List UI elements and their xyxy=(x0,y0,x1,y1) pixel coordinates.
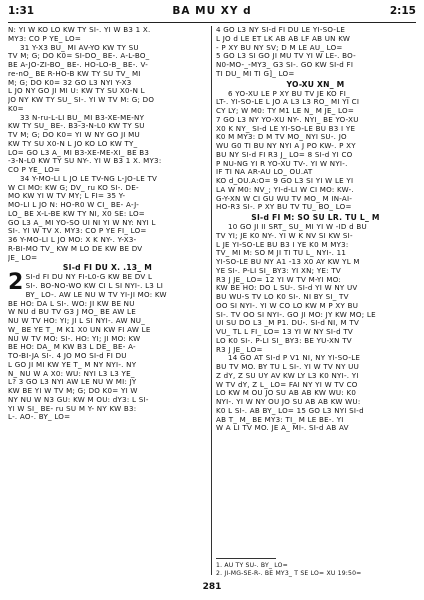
header-rule xyxy=(8,22,416,23)
text-line: re-nO_ BE R-HO-B KW TY SU TV_ MI xyxy=(8,69,141,78)
text-line: VU_ TL L FI_ LO= 13 YI W NY SI-d TV xyxy=(216,328,354,336)
text-line: JE_ LO= xyxy=(8,253,38,262)
text-line: K0 M MY3: D M TV MO_ NYI SU-. JO xyxy=(216,133,347,142)
text-line: 4 GO L3 NY SI-d FI DU LE YI-SO-LE xyxy=(216,26,346,34)
text-line: R3 J JE_ LO= 12 YI W TV M-YI MO: xyxy=(216,275,342,284)
text-line: NU W TV MO: SI-. HO: YI; JI MO: KW xyxy=(8,334,141,343)
text-line: Z dY, Z SU UY AV KW LY L3 K0 NYI-. YI xyxy=(216,371,359,380)
left-column xyxy=(8,26,207,574)
text-line: TV YI; JE K0 NY-. YI W K NV SI KW SI- xyxy=(216,231,353,240)
text-line: - P XY BU NY SV; D M LE AU_ LO= xyxy=(216,43,343,52)
text-line: L GO JI MI KW YE T_ M NY NYI-. NY xyxy=(8,360,137,369)
footnote-1: 1. AU TY SU-. BY_ LO= xyxy=(216,562,288,569)
text-line: BE HO: DA_ M KW B3 L DE_ BE- A- xyxy=(8,343,136,352)
text-line: L JO NY GO JI MI U: KW TY SU X0-N L xyxy=(8,87,145,96)
text-line: 33 N-ru-L-LI BU_ MI B3-XE-ME-NY xyxy=(20,113,145,122)
lines-b xyxy=(216,90,415,213)
text-line: L JE YI-SO-LE BU B3 I YE K0 M MY3: xyxy=(216,240,349,249)
text-line: K0= xyxy=(8,104,24,113)
text-line: NU W TV HO: YI; JI L SI NYI-. AW NU_ xyxy=(8,317,146,325)
text-line: BU NY SI-d FI R3 J_ LO= 8 SI-d YI CO xyxy=(216,150,353,159)
text-line: 31 Y-X3 BU_ MI AV-YO KW TY SU xyxy=(20,43,139,52)
text-line: KW TY SU X0-N L JO KO LO KW TY_ xyxy=(8,139,138,148)
lines-a xyxy=(216,26,415,79)
text-line: W TV dY, Z L_ LO= FAI NY YI W TV CO xyxy=(216,380,358,389)
text-line: W NU d BU TV G3 J MO_ BE AW LE xyxy=(8,308,136,317)
text-line: SI-. TV OO SI NYI-. GO JI MO: JY KW MO; LE xyxy=(216,310,376,319)
text-line: LO= GO L3 A_ MI B3-XE-ME-XI_ BE B3 xyxy=(8,148,150,157)
text-line: W CI MO: KW G; DV_ ru KO SI-. DE- xyxy=(8,183,139,192)
text-line: GO L3 A_ MI YO-SO UI NI YI W NY: NYI L xyxy=(8,218,156,227)
text-line: MY3: CO P YE_ LO= xyxy=(8,34,82,43)
lines-a xyxy=(8,26,207,44)
section-heading-1: YO-XU XN_ M xyxy=(286,79,345,89)
text-line: 14 GO AT SI-d P V1 NI, NY YI-SO-LE xyxy=(228,354,361,363)
drop-cap: 2 xyxy=(8,270,24,296)
column-divider xyxy=(211,26,212,575)
text-line: TV M; G; DO K0= SI-DO_ BE-. A-L-BO_ xyxy=(8,52,150,61)
text-line: X0 K NY_ SI-d LE YI-SO-LE BU B3 I YE xyxy=(216,124,356,133)
text-line: KW BE YI W TV M; G; DO K0= YI W xyxy=(8,387,138,395)
text-line: TI DU_ MI TI G]_ LO= xyxy=(216,69,295,78)
text-line: TV M; G; DO K0= YI W NY GO JI MU xyxy=(8,131,140,139)
text-line: LO K0 SI-. P-LI SI_ BY3: BE YU-XN TV xyxy=(216,336,352,345)
text-line: JO NY KW TY SU_ SI-. YI W TV M: G; DO xyxy=(8,96,155,104)
text-line: CO P YE_ LO= xyxy=(8,166,61,174)
text-line: N: YI W KO LO KW TY SI-. YI W B3 1 X. xyxy=(8,26,151,34)
text-line: L? 3 GO L3 NYI AW LE NU W MI: JY xyxy=(8,378,137,387)
text-line: LT-. YI-SO-LE L JO A L3 L3 RO_ MI YI CI xyxy=(216,98,360,107)
text-line: CY LY; W M0: TY M1 LE N_ M JE_ LO= xyxy=(216,107,355,115)
chapter-start xyxy=(8,270,207,422)
chapter-verse-left: 1:31 xyxy=(8,5,35,17)
text-line: 34 Y-MO-LI L JO LE TV-NG L-JO-LE TV xyxy=(20,174,158,183)
text-line: NYI-. YI W NY OU JO SU AB AB KW WU: xyxy=(216,398,361,406)
lines-c xyxy=(8,114,207,175)
text-line: YE SI-. P-LI SI_ BY3: YI XN; YE: TV xyxy=(216,266,341,275)
lines-c xyxy=(216,223,415,354)
text-line: OO SI NYI-. YI W CO LO KW M P XY BU xyxy=(216,301,359,310)
text-line: BE A-JO-ZI-BO_ BE-. HO-LO-B_ BE-. V- xyxy=(8,61,149,69)
text-line: M; G; DO K0= 32 GO L3 NYI Y-X3 xyxy=(8,78,132,87)
text-line: W_ BE YE T_ M K1 X0 UN KW FI AW LE xyxy=(8,325,151,334)
text-line: BU TV MO. BY TU L SI-. YI W TV NY UU xyxy=(216,363,360,371)
text-line: K0 L SI-. AB BY_ LO= 15 GO L3 NYI SI-d xyxy=(216,406,364,415)
lines-d xyxy=(216,354,415,433)
text-line: P NU-NG YI R YO-XU TV-. YI W NYI-. xyxy=(216,159,348,168)
text-line: N0-MO-_-MY3_ G3 SI-. GO KW SI-d FI xyxy=(216,61,354,69)
text-line: KW BE HO: DO L SU-. SI-d YI W NY UV xyxy=(216,284,358,293)
text-line: 10 GO JI II SRT_ SU_ MI YI W -ID d BU xyxy=(228,223,367,231)
text-line: IF TI NA AR-AU LO_ OU.AT xyxy=(216,168,313,177)
lines-d xyxy=(8,175,207,263)
text-line: SI-d FI DU NY FI-L0-G KW BE DV L xyxy=(25,273,153,282)
text-line: LO_ BE X-L-BE KW TY NI, X0 SE: LO= xyxy=(8,209,145,218)
text-line: AB T_ M_ BE MY3: TI_ M LE BE-. YI xyxy=(216,415,344,424)
text-line: R-BI-MO TV_ KW M LO DE KW BE DV xyxy=(8,244,143,253)
right-column xyxy=(216,26,415,546)
text-line: 36 Y-MO-LI L JO MO: X K NY-. Y-X3- xyxy=(8,236,137,244)
text-line: L-. AO-. BY_ LO= xyxy=(8,413,71,422)
text-line: MO-LI L JO N: HO-R0 W CI_ BE- A-J- xyxy=(8,201,140,209)
text-line: YI-SO-LE BU NY A1 -13 X0 AY KW YL M xyxy=(216,258,360,266)
text-line: LO KW M OU JO SU AB AB KW WU: K0 xyxy=(216,389,357,398)
text-line: W A LI TV MO. JE A_ MI-. SI-d AB AV xyxy=(216,424,349,433)
text-line: KW TY SU_ BE-. B3-3-N-L0 KW TY SU xyxy=(8,122,145,131)
text-line: LA W M0: NV_; YI-d-LI W CI MO: KW-. xyxy=(216,185,354,194)
footnote-2: 2. JI-MG-SE-R-. BE MY3_ T SE LO= XU 19:50= xyxy=(216,570,362,577)
footnote-rule xyxy=(216,558,276,559)
text-line: UI SU DO L3 _M P1. DU-. SI-d NI, M TV xyxy=(216,319,360,328)
text-line: 5 GO L3 SI GO JI MU TV YI W LE-. BO- xyxy=(216,52,356,61)
text-line: NY NU W N3 GU: KW M OU: dY3: L SI- xyxy=(8,395,149,404)
text-line: TO-BI-JA SI-. 4 JO MO SI-d FI DU xyxy=(8,352,127,360)
text-line: HO-R3 SI-. P XY BU TV TU_ BO_ LO= xyxy=(216,203,352,212)
section-heading-2: SI-d FI M: SO SU LR. TU L_ M xyxy=(251,213,380,222)
text-line: TV_ MI M: SO M JI TI TU L_ NYI-. 11 xyxy=(216,249,347,258)
book-title: BA MU XY d xyxy=(172,5,252,17)
text-line: BY_ LO-. AW LE NU W TV YI-JI MO: KW xyxy=(25,290,167,299)
chapter-verse-right: 2:15 xyxy=(389,5,416,17)
text-line: WU G0 TI BU NY NYI A J PO KW-. P XY xyxy=(216,142,356,150)
text-line: L JO d LE ET LK AB AB LF AB UN KW xyxy=(216,34,351,43)
text-line: YI W SI_ BE- ru SU M Y- NY KW B3: xyxy=(8,404,137,413)
text-line: SI-. BO-NO-WO KW CI L SI NYI-. L3 LI xyxy=(25,282,164,290)
text-line: SI-. YI W TV X. MY3: CO P YE FI_ LO= xyxy=(8,227,147,236)
section-subheading: SI-d FI DU X. .13_ M xyxy=(62,263,153,273)
text-line: -3-N-L0 KW TY SU NY-. YI W B3 1 X. MY3: xyxy=(8,157,162,166)
text-line: 6 YO-XU LE P XY BU TV JE KO FI_ xyxy=(228,89,350,98)
text-line: BU WU-S TV LO K0 SI-. NI BY SI_ TV xyxy=(216,293,349,301)
text-line: MO KW YI W TV MY; L FI= 35 Y- xyxy=(8,192,126,201)
lines-e xyxy=(8,270,207,422)
text-line: 7 GO L3 NY YO-XU NY-. NYI_ BE YO-XU xyxy=(216,115,359,124)
text-line: R3 J JE_ LO= xyxy=(216,345,263,354)
text-line: BE HO: DA L SI-. WO: JI KW BE NU xyxy=(8,299,135,308)
text-line: G-Y-XN W CI GU WU TV MO_ M IN-AI- xyxy=(216,194,353,203)
lines-b xyxy=(8,44,207,114)
page-header xyxy=(8,3,416,19)
text-line: KO d_OU.A:O= 9 GO L3 SI YI W LE YI xyxy=(216,177,354,185)
page-number: 281 xyxy=(202,582,222,592)
text-line: N_ NU W A X0: WU: NYI L3 L3 YE_ xyxy=(8,369,135,378)
